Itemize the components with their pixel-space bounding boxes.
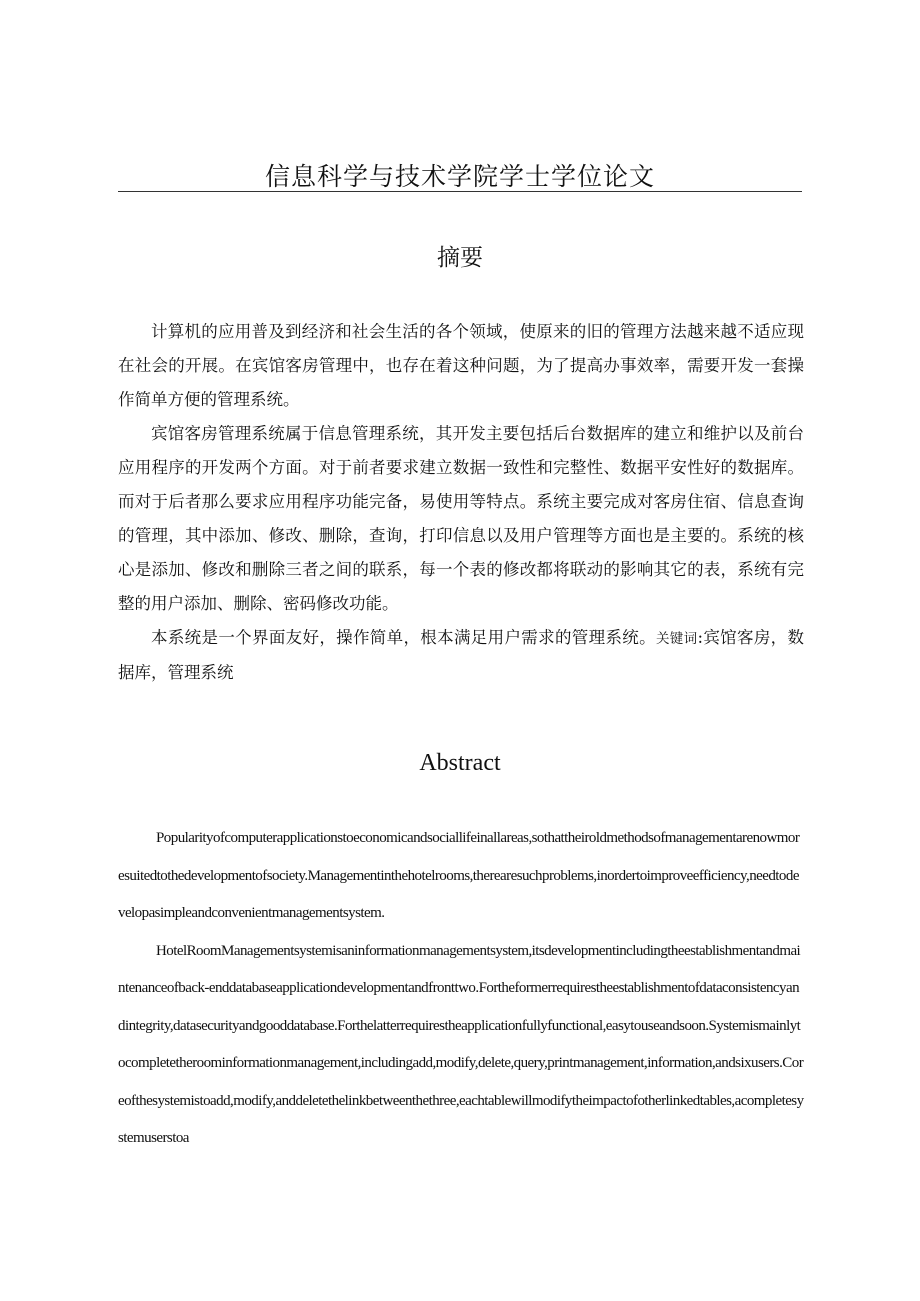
abstract-en-paragraph-1: Popularityofcomputerapplicationstoeconomicandsociallifeinallareas,sothattheiroldmethodsofmanagementarenowmoresuitedtothedevelopmentofsociety.Managementinthehotelrooms,therearesuchproblems,inordertoimproveefficiency,needtodevelopasimpleandconvenientmanagementsystem. xyxy=(118,830,800,921)
abstract-zh-paragraph-2: 宾馆客房管理系统属于信息管理系统，其开发主要包括后台数据库的建立和维护以及前台应用程序的开发两个方面。对于前者要求建立数据一致性和完整性、数据平安性好的数据库。而对于后者那么要求应用程序功能完备，易使用等特点。系统主要完成对客房住宿、信息查询的管理，其中添加、修改、删除，查询，打印信息以及用户管理等方面也是主要的。系统的核心是添加、修改和删除三者之间的联系，每一个表的修改都将联动的影响其它的表，系统有完整的用户添加、删除、密码修改功能。 xyxy=(118,424,804,613)
keywords-list: 宾馆客房，数据库，管理系统 xyxy=(118,628,805,682)
abstract-en-body xyxy=(118,820,804,1158)
abstract-zh-last-sentence: 本系统是一个界面友好，操作简单，根本满足用户需求的管理系统。 xyxy=(151,628,656,647)
abstract-zh-paragraph-1: 计算机的应用普及到经济和社会生活的各个领域，使原来的旧的管理方法越来越不适应现在社会的开展。在宾馆客房管理中，也存在着这种问题，为了提高办事效率，需要开发一套操作简单方便的管理系统。 xyxy=(118,322,804,409)
abstract-zh-title: 摘要 xyxy=(437,245,483,271)
abstract-zh-paragraph-3 xyxy=(118,621,804,690)
page-header-title: 信息科学与技术学院学士学位论文 xyxy=(264,162,655,191)
abstract-en-title: Abstract xyxy=(419,750,501,776)
keywords-label: 关键词 xyxy=(655,631,698,647)
abstract-zh-body xyxy=(118,315,804,690)
header-rule xyxy=(118,191,802,192)
abstract-en-paragraph-2: HotelRoomManagementsystemisaninformationmanagementsystem,itsdevelopmentincludingtheestablishmentandmaintenanceofback-enddatabaseapplicationdevelopmentandfronttwo.Fortheformerrequirestheestablishmentofdataconsistencyandintegrity,datasecurityandgooddatabase.Forthelatterrequirestheapplicationfullyfunctional,easytouseandsoon.Systemismainlytocompletetheroominformationmanagement,includingadd,modify,delete,query,printmanagement,information,andsixusers.Coreofthesystemistoadd,modify,anddeletethelinkbetweenthethree,eachtablewillmodifytheimpactofotherlinkedtables,acompletesystemuserstoa xyxy=(118,942,804,1146)
keywords-separator: : xyxy=(697,628,704,647)
